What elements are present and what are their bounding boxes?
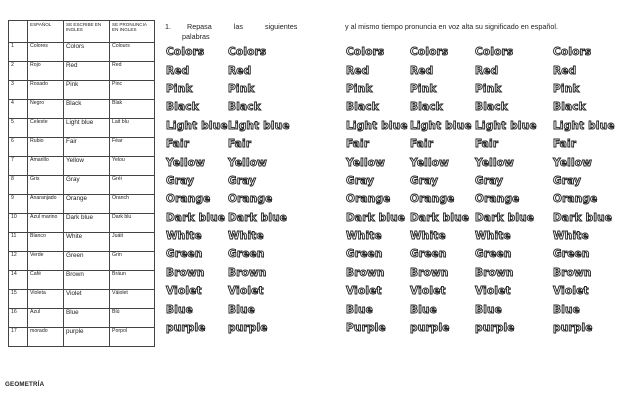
practice-word: Brown: [475, 266, 514, 279]
practice-word: Gray: [475, 174, 504, 187]
table-header-row: [9, 21, 155, 43]
practice-word: Blue: [475, 303, 502, 316]
practice-word: Orange: [228, 193, 273, 206]
practice-word: Violet: [410, 285, 446, 298]
row-number: 5: [9, 119, 28, 138]
table-body: [9, 43, 155, 347]
spanish-word: Azul marino: [28, 214, 64, 233]
practice-word: Light blue: [228, 119, 290, 132]
practice-word: Black: [553, 101, 586, 114]
table-row: [9, 100, 155, 119]
table-row: [9, 81, 155, 100]
practice-word: Brown: [553, 266, 592, 279]
english-word: Fair: [64, 138, 110, 157]
practice-word: Red: [475, 64, 499, 77]
spanish-word: Violeta: [28, 290, 64, 309]
practice-word: White: [228, 230, 264, 243]
practice-word: White: [475, 230, 511, 243]
pronunciation: Red: [110, 62, 155, 81]
pronunciation: Dark blu: [110, 214, 155, 233]
table-row: [9, 328, 155, 347]
practice-word: Orange: [475, 193, 520, 206]
practice-word: Dark blue: [410, 211, 470, 224]
practice-word: Red: [553, 64, 577, 77]
english-word: Orange: [64, 195, 110, 214]
spanish-word: Rubio: [28, 138, 64, 157]
row-number: 12: [9, 252, 28, 271]
header-number: [9, 21, 28, 43]
table-row: [9, 176, 155, 195]
english-word: Light blue: [64, 119, 110, 138]
practice-word: Violet: [228, 285, 264, 298]
practice-word: Fair: [410, 138, 434, 151]
table-row: [9, 119, 155, 138]
instruction-word: las: [233, 22, 243, 31]
practice-word: Colors: [475, 46, 514, 59]
practice-word: purple: [553, 322, 593, 335]
practice-word: White: [166, 230, 202, 243]
practice-word: Dark blue: [228, 211, 288, 224]
table-row: [9, 138, 155, 157]
practice-word: Colors: [553, 46, 592, 59]
practice-word: Yellow: [346, 156, 386, 169]
row-number: 10: [9, 214, 28, 233]
pronunciation: Oranch: [110, 195, 155, 214]
practice-word: Colors: [228, 46, 267, 59]
practice-word: Brown: [346, 266, 385, 279]
practice-word: Light blue: [346, 119, 408, 132]
practice-word: Blue: [228, 303, 255, 316]
practice-word: Red: [228, 64, 252, 77]
table-row: [9, 309, 155, 328]
practice-word: purple: [228, 322, 268, 335]
row-number: 17: [9, 328, 28, 347]
practice-word: Yellow: [553, 156, 593, 169]
table-row: [9, 62, 155, 81]
spanish-word: morado: [28, 328, 64, 347]
practice-word: Gray: [346, 174, 375, 187]
spanish-word: Verde: [28, 252, 64, 271]
practice-word: Black: [346, 101, 379, 114]
english-word: purple: [64, 328, 110, 347]
english-word: Red: [64, 62, 110, 81]
header-spanish: ESPAÑOL: [28, 21, 64, 43]
practice-word: Violet: [475, 285, 511, 298]
practice-word: Blue: [346, 303, 373, 316]
footer-title: GEOMETRÍA: [5, 381, 45, 388]
table-row: [9, 233, 155, 252]
english-word: Pink: [64, 81, 110, 100]
instruction-word: palabras: [182, 32, 210, 41]
practice-word: Gray: [410, 174, 439, 187]
instruction-word: Repasa: [187, 22, 212, 31]
practice-word: Green: [228, 248, 265, 261]
row-number: 16: [9, 309, 28, 328]
practice-word: Gray: [166, 174, 195, 187]
instruction-number: 1.: [165, 22, 171, 31]
english-word: Dark blue: [64, 214, 110, 233]
practice-word: Brown: [166, 266, 205, 279]
practice-word: Black: [166, 101, 199, 114]
pronunciation: Váiolet: [110, 290, 155, 309]
practice-grid-two-columns: [166, 43, 298, 337]
practice-word: Gray: [553, 174, 582, 187]
practice-word: Pink: [166, 82, 193, 95]
row-number: 9: [9, 195, 28, 214]
pronunciation: Yelou: [110, 157, 155, 176]
practice-word: Green: [475, 248, 512, 261]
practice-word: Pink: [228, 82, 255, 95]
practice-word: Green: [346, 248, 383, 261]
practice-word: Violet: [346, 285, 382, 298]
practice-word: Pink: [410, 82, 437, 95]
spanish-word: Azul: [28, 309, 64, 328]
spanish-word: Amarillo: [28, 157, 64, 176]
practice-word: Colors: [166, 46, 205, 59]
practice-word: purple: [166, 322, 206, 335]
practice-word: Red: [346, 64, 370, 77]
practice-word: Colors: [346, 46, 385, 59]
row-number: 4: [9, 100, 28, 119]
practice-word: Black: [410, 101, 443, 114]
table-row: [9, 195, 155, 214]
pronunciation: Blak: [110, 100, 155, 119]
practice-word: Yellow: [166, 156, 206, 169]
pronunciation: Pinc: [110, 81, 155, 100]
practice-word: Gray: [228, 174, 257, 187]
vocabulary-table: [8, 20, 155, 347]
header-written-english: SE ESCRIBE EN INGLES: [64, 21, 110, 43]
practice-word: Orange: [346, 193, 391, 206]
practice-word: White: [346, 230, 382, 243]
practice-word: Light blue: [475, 119, 537, 132]
row-number: 1: [9, 43, 28, 62]
practice-word: Fair: [228, 138, 252, 151]
pronunciation: Bráun: [110, 271, 155, 290]
row-number: 11: [9, 233, 28, 252]
spanish-word: Anaranjado: [28, 195, 64, 214]
practice-word: White: [553, 230, 589, 243]
english-word: Blue: [64, 309, 110, 328]
practice-word: Dark blue: [475, 211, 535, 224]
practice-word: Fair: [346, 138, 370, 151]
practice-word: Fair: [166, 138, 190, 151]
spanish-word: Café: [28, 271, 64, 290]
practice-word: Black: [475, 101, 508, 114]
english-word: Colors: [64, 43, 110, 62]
header-pronunciation: SE PRONUNCIA EN INGLES: [110, 21, 155, 43]
row-number: 8: [9, 176, 28, 195]
practice-word: Red: [166, 64, 190, 77]
english-word: Violet: [64, 290, 110, 309]
pronunciation: Porpol: [110, 328, 155, 347]
practice-word: Pink: [346, 82, 373, 95]
practice-word: Blue: [410, 303, 437, 316]
practice-word: Orange: [553, 193, 598, 206]
practice-word: Pink: [553, 82, 580, 95]
table-row: [9, 290, 155, 309]
practice-word: Colors: [410, 46, 449, 59]
spanish-word: Rosado: [28, 81, 64, 100]
spanish-word: Celeste: [28, 119, 64, 138]
practice-word: Brown: [228, 266, 267, 279]
row-number: 15: [9, 290, 28, 309]
pronunciation: Colours: [110, 43, 155, 62]
table-row: [9, 271, 155, 290]
practice-word: purple: [475, 322, 515, 335]
practice-word: Yellow: [475, 156, 515, 169]
practice-word: Green: [410, 248, 447, 261]
practice-word: Light blue: [553, 119, 615, 132]
practice-word: Yellow: [410, 156, 450, 169]
practice-word: Blue: [553, 303, 580, 316]
practice-word: Dark blue: [166, 211, 226, 224]
table-row: [9, 214, 155, 233]
spanish-word: Gris: [28, 176, 64, 195]
table-row: [9, 157, 155, 176]
spanish-word: Negro: [28, 100, 64, 119]
instruction-word: siguientes: [264, 22, 298, 31]
practice-word: Light blue: [166, 119, 228, 132]
table-row: [9, 43, 155, 62]
spanish-word: Blanco: [28, 233, 64, 252]
practice-grid-four-columns: [346, 43, 633, 337]
practice-word: Violet: [166, 285, 202, 298]
practice-word: Orange: [410, 193, 455, 206]
practice-word: Purple: [346, 322, 386, 335]
practice-word: Yellow: [228, 156, 268, 169]
spanish-word: Rojo: [28, 62, 64, 81]
practice-word: Fair: [553, 138, 577, 151]
english-word: Gray: [64, 176, 110, 195]
practice-word: Green: [166, 248, 203, 261]
practice-word: Red: [410, 64, 434, 77]
practice-word: Blue: [166, 303, 193, 316]
english-word: Green: [64, 252, 110, 271]
pronunciation: Grin: [110, 252, 155, 271]
pronunciation: Gréi: [110, 176, 155, 195]
practice-word: Violet: [553, 285, 589, 298]
practice-word: Brown: [410, 266, 449, 279]
practice-word: Orange: [166, 193, 211, 206]
pronunciation: Lait blu: [110, 119, 155, 138]
practice-word: Pink: [475, 82, 502, 95]
english-word: Yellow: [64, 157, 110, 176]
pronunciation: Juáit: [110, 233, 155, 252]
instruction-part-1: [165, 22, 305, 42]
english-word: Black: [64, 100, 110, 119]
row-number: 6: [9, 138, 28, 157]
row-number: 3: [9, 81, 28, 100]
spanish-word: Colores: [28, 43, 64, 62]
row-number: 14: [9, 271, 28, 290]
pronunciation: Féar: [110, 138, 155, 157]
practice-word: Light blue: [410, 119, 472, 132]
row-number: 2: [9, 62, 28, 81]
practice-word: Black: [228, 101, 261, 114]
practice-word: Dark blue: [346, 211, 406, 224]
english-word: White: [64, 233, 110, 252]
practice-word: Dark blue: [553, 211, 613, 224]
row-number: 7: [9, 157, 28, 176]
practice-word: purple: [410, 322, 450, 335]
english-word: Brown: [64, 271, 110, 290]
practice-word: White: [410, 230, 446, 243]
practice-word: Green: [553, 248, 590, 261]
practice-word: Fair: [475, 138, 499, 151]
pronunciation: Blú: [110, 309, 155, 328]
instruction-part-2: y al mismo tiempo pronuncia en voz alta su significado en español.: [345, 22, 558, 31]
table-row: [9, 252, 155, 271]
